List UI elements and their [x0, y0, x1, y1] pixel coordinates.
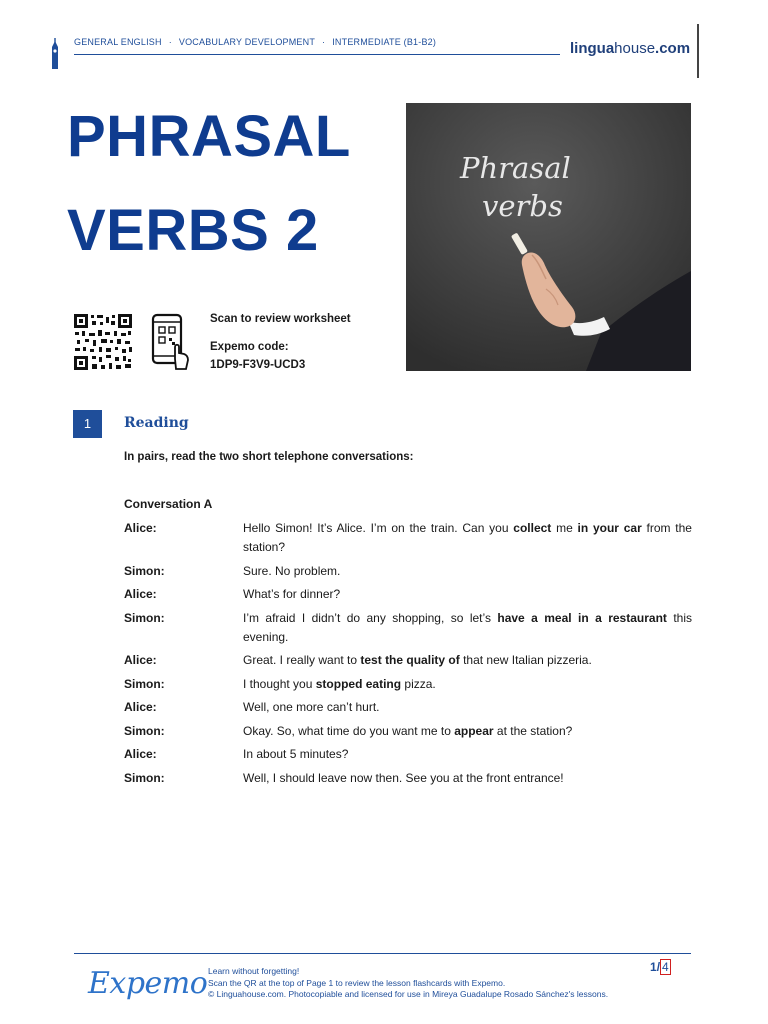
utterance-fragment: In about 5 minutes?: [243, 747, 349, 761]
brand-logo[interactable]: [570, 40, 690, 57]
dialogue-list: [124, 519, 692, 792]
utterance-text: [243, 609, 692, 647]
speaker-name: Alice:: [124, 700, 157, 714]
utterance-fragment: Sure. No problem.: [243, 563, 341, 578]
dialogue-line: [124, 562, 692, 581]
phrasal-verb-target: collect: [513, 521, 552, 535]
page-separator: /: [656, 960, 661, 974]
breadcrumb-item: VOCABULARY DEVELOPMENT: [178, 37, 316, 47]
dialogue-line: [124, 745, 692, 764]
breadcrumb-item: GENERAL ENGLISH: [74, 37, 162, 47]
speaker-name: Alice:: [124, 521, 157, 535]
phrasal-verb-target: in your car: [577, 521, 642, 535]
phone-scan-icon: [150, 313, 192, 371]
page-edge-divider: [697, 24, 699, 78]
section-title: Reading: [124, 415, 189, 431]
conversation-title: Conversation A: [124, 497, 213, 511]
brand-part: house: [614, 40, 656, 57]
speaker-name: Simon:: [124, 676, 165, 691]
footer-tagline: Learn without forgetting!: [208, 966, 300, 976]
phrasal-verb-target: stopped eating: [315, 676, 402, 691]
utterance-fragment: this evening.: [243, 610, 692, 644]
phrasal-verb-target: appear: [454, 723, 494, 738]
expemo-code: 1DP9-F3V9-UCD3: [210, 359, 306, 371]
breadcrumb: [74, 37, 436, 47]
utterance-text: [243, 769, 692, 788]
utterance-fragment: pizza.: [401, 676, 436, 691]
speaker-name: Simon:: [124, 723, 165, 738]
utterance-fragment: Hello Simon! It’s Alice. I’m on the train. Can you: [243, 521, 514, 535]
dialogue-line: [124, 769, 692, 788]
brand-part: lingua: [570, 40, 615, 57]
scan-instruction: Scan to review worksheet: [210, 313, 351, 325]
utterance-fragment: I’m afraid I didn’t do any shopping, so let’s: [243, 610, 498, 625]
qr-code-icon[interactable]: [73, 313, 133, 371]
title-line: PHRASAL: [67, 104, 351, 169]
title-line: VERBS 2: [67, 198, 319, 263]
dialogue-line: [124, 609, 692, 647]
page-title: [67, 90, 351, 278]
section-number-badge: 1: [73, 410, 102, 438]
brand-part: .com: [655, 40, 691, 57]
utterance-fragment: Well, I should leave now then. See you at the front entrance!: [243, 770, 564, 785]
speaker-name: Simon:: [124, 770, 165, 785]
speaker-name: Simon:: [124, 563, 165, 578]
utterance-fragment: Well, one more can’t hurt.: [243, 700, 380, 714]
utterance-fragment: me: [551, 521, 578, 535]
utterance-fragment: Great. I really want to: [243, 653, 361, 667]
breadcrumb-separator: ·: [322, 37, 326, 47]
utterance-text: [243, 651, 692, 670]
utterance-text: [243, 675, 692, 694]
chalkboard-photo: [406, 103, 691, 371]
footer-copyright: © Linguahouse.com. Photocopiable and licensed for use in Mireya Guadalupe Rosado Sánchez's lessons.: [208, 989, 609, 999]
page-current: 1: [650, 960, 657, 974]
speaker-name: Alice:: [124, 653, 157, 667]
expemo-code-label: Expemo code:: [210, 341, 289, 353]
speaker-name: Alice:: [124, 747, 157, 761]
footer-instruction: Scan the QR at the top of Page 1 to review the lesson flashcards with Expemo.: [208, 977, 506, 988]
breadcrumb-separator: ·: [168, 37, 172, 47]
dialogue-line: [124, 722, 692, 741]
phrasal-verb-target: test the quality of: [360, 653, 460, 667]
page-number: [650, 960, 671, 974]
utterance-fragment: from the station?: [243, 521, 692, 554]
chalk-text: Phrasal: [460, 151, 571, 185]
dialogue-line: [124, 651, 692, 670]
speaker-name: Simon:: [124, 610, 165, 625]
chalk-text: verbs: [482, 189, 563, 223]
dialogue-line: [124, 585, 692, 604]
utterance-text: [243, 745, 692, 764]
header-divider: [74, 54, 560, 55]
utterance-text: [243, 519, 692, 557]
utterance-fragment: I thought you: [243, 676, 316, 691]
utterance-text: [243, 722, 692, 741]
utterance-fragment: that new Italian pizzeria.: [459, 653, 592, 667]
utterance-fragment: at the station?: [493, 723, 573, 738]
utterance-text: [243, 562, 692, 581]
utterance-fragment: What’s for dinner?: [243, 587, 341, 601]
speaker-name: Alice:: [124, 587, 157, 601]
dialogue-line: [124, 698, 692, 717]
breadcrumb-item: INTERMEDIATE (B1-B2): [332, 37, 437, 47]
instruction-text: In pairs, read the two short telephone conversations:: [124, 451, 414, 463]
dialogue-line: [124, 519, 692, 557]
dialogue-line: [124, 675, 692, 694]
utterance-fragment: Okay. So, what time do you want me to: [243, 723, 455, 738]
page-total-link[interactable]: 4: [662, 960, 669, 974]
footer-divider: [74, 953, 691, 954]
expemo-logo[interactable]: Expemo: [88, 966, 208, 1001]
utterance-text: [243, 698, 692, 717]
phrasal-verb-target: have a meal in a restaurant: [497, 610, 667, 625]
footer-text: [208, 966, 608, 1001]
utterance-text: [243, 585, 692, 604]
big-ben-icon: [50, 38, 60, 70]
